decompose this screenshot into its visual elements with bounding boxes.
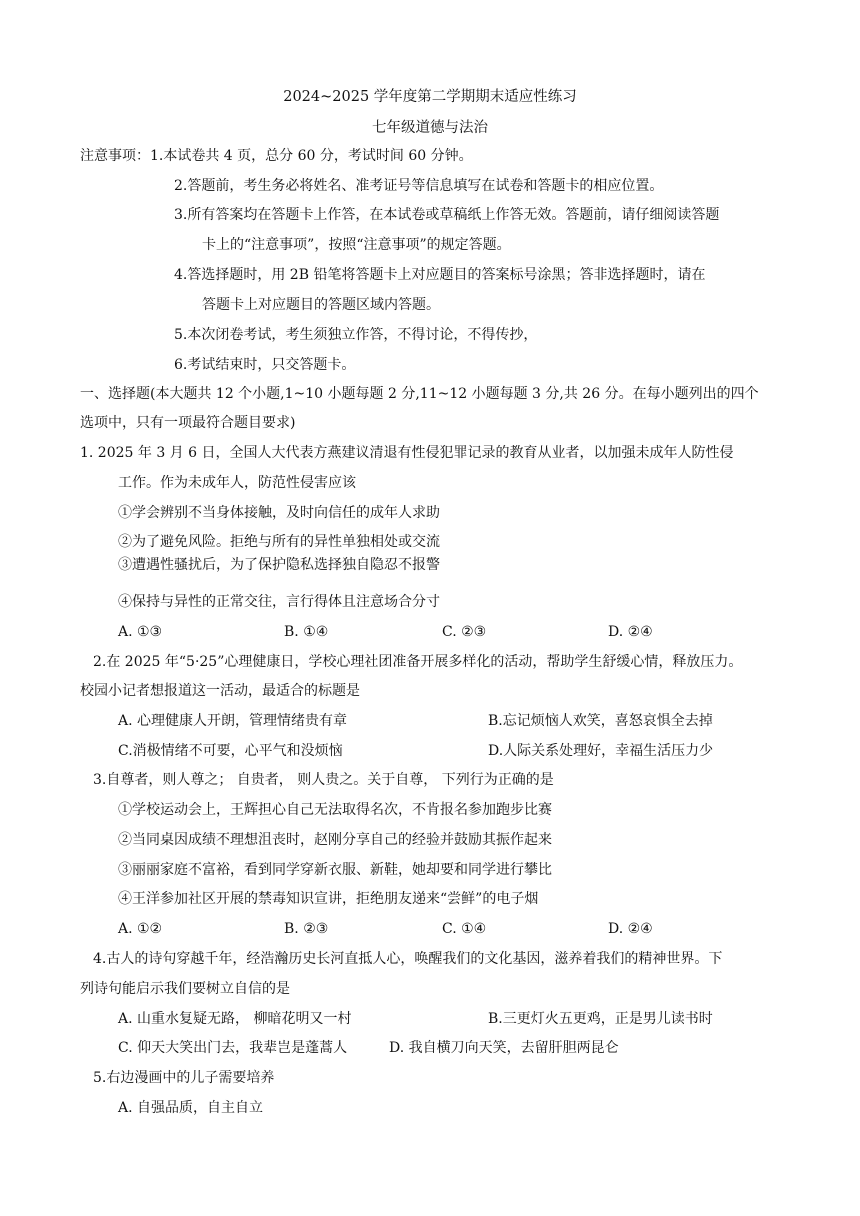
- exam-subject: 七年级道德与法治: [372, 120, 488, 136]
- notes-item-4-cont: 答题卡上对应题目的答题区域内答题。: [202, 297, 440, 313]
- notes-item-4: 4.答选择题时，用 2B 铅笔将答题卡上对应题目的答案标号涂黑；答非选择题时，请在: [174, 267, 706, 283]
- q3-item-2: ②当同桌因成绩不理想沮丧时，赵刚分享自己的经验并鼓励其振作起来: [118, 832, 552, 848]
- q2-option-d: D.人际关系处理好，幸福生活压力少: [488, 743, 714, 759]
- q2-option-c: C.消极情绪不可要，心平气和没烦恼: [118, 743, 343, 759]
- q3-item-1: ①学校运动会上，王辉担心自己无法取得名次，不肯报名参加跑步比赛: [118, 802, 552, 818]
- q3-item-4: ④王洋参加社区开展的禁毒知识宣讲，拒绝朋友递来“尝鲜”的电子烟: [118, 891, 539, 907]
- q4-option-a: A. 山重水复疑无路， 柳暗花明又一村: [118, 1011, 352, 1027]
- notes-item-5: 5.本次闭卷考试，考生须独立作答，不得讨论，不得传抄，: [174, 327, 538, 343]
- notes-item-2: 2.答题前，考生务必将姓名、准考证号等信息填写在试卷和答题卡的相应位置。: [174, 178, 664, 194]
- notes-item-3-cont: 卡上的“注意事项”，按照“注意事项”的规定答题。: [202, 237, 511, 253]
- q1-option-c: C. ②③: [442, 624, 487, 640]
- notes-item-6: 6.考试结束时，只交答题卡。: [174, 357, 356, 373]
- q2-option-a: A. 心理健康人开朗，管理情绪贵有章: [118, 713, 348, 729]
- q2-stem-cont: 校园小记者想报道这一活动，最适合的标题是: [80, 683, 360, 699]
- q1-stem-cont: 工作。作为未成年人，防范性侵害应该: [118, 475, 356, 491]
- q2-option-b: B.忘记烦恼人欢笑，喜怒哀惧全去掉: [488, 713, 713, 729]
- notes-item-3: 3.所有答案均在答题卡上作答，在本试卷或草稿纸上作答无效。答题前，请仔细阅读答题: [174, 207, 720, 223]
- q3-stem: 3.自尊者，则人尊之； 自贵者， 则人贵之。关于自尊， 下列行为正确的是: [93, 772, 554, 788]
- q4-option-b: B.三更灯火五更鸡，正是男儿读书时: [488, 1011, 713, 1027]
- q5-stem: 5.右边漫画中的儿子需要培养: [93, 1070, 275, 1086]
- notes-line-1: [80, 147, 473, 165]
- q4-stem-cont: 列诗句能启示我们要树立自信的是: [80, 981, 290, 997]
- section-heading-cont: 选项中，只有一项最符合题目要求): [80, 415, 296, 431]
- notes-label: 注意事项：: [80, 148, 150, 164]
- q4-option-d: D. 我自横刀向天笑，去留肝胆两昆仑: [389, 1040, 619, 1056]
- q3-option-d: D. ②④: [608, 921, 653, 937]
- q3-item-3: ③丽丽家庭不富裕，看到同学穿新衣服、新鞋，她却要和同学进行攀比: [118, 862, 552, 878]
- q3-option-a: A. ①②: [118, 921, 163, 937]
- q5-option-a: A. 自强品质，自主自立: [118, 1100, 264, 1116]
- section-heading: 一、选择题(本大题共 12 个小题,1~10 小题每题 2 分,11~12 小题每题 3 分,共 26 分。在每小题列出的四个: [80, 386, 759, 402]
- q1-item-4: ④保持与异性的正常交往，言行得体且注意场合分寸: [118, 594, 440, 610]
- q1-item-1: ①学会辨别不当身体接触，及时向信任的成年人求助: [118, 505, 440, 521]
- q4-stem: 4.古人的诗句穿越千年，经浩瀚历史长河直抵人心，唤醒我们的文化基因，滋养着我们的精神世界。下: [93, 951, 723, 967]
- q1-option-a: A. ①③: [118, 624, 163, 640]
- q3-option-b: B. ②③: [284, 921, 329, 937]
- q1-item-2: ②为了避免风险。拒绝与所有的异性单独相处或交流: [118, 534, 440, 550]
- q1-item-3: ③遭遇性骚扰后，为了保护隐私选择独自隐忍不报警: [118, 557, 440, 573]
- q1-option-d: D. ②④: [608, 624, 653, 640]
- q4-option-c: C. 仰天大笑出门去，我辈岂是蓬蒿人: [118, 1040, 348, 1056]
- q1-option-b: B. ①④: [284, 624, 329, 640]
- q1-stem: 1. 2025 年 3 月 6 日，全国人大代表方燕建议清退有性侵犯罪记录的教育从业者，以加强未成年人防性侵: [80, 445, 734, 461]
- notes-item-1: 1.本试卷共 4 页，总分 60 分，考试时间 60 分钟。: [150, 148, 473, 164]
- q2-stem: 2.在 2025 年“5·25”心理健康日，学校心理社团准备开展多样化的活动，帮助学生舒缓心情，释放压力。: [93, 654, 743, 670]
- exam-title: 2024~2025 学年度第二学期期末适应性练习: [283, 89, 577, 105]
- q3-option-c: C. ①④: [442, 921, 487, 937]
